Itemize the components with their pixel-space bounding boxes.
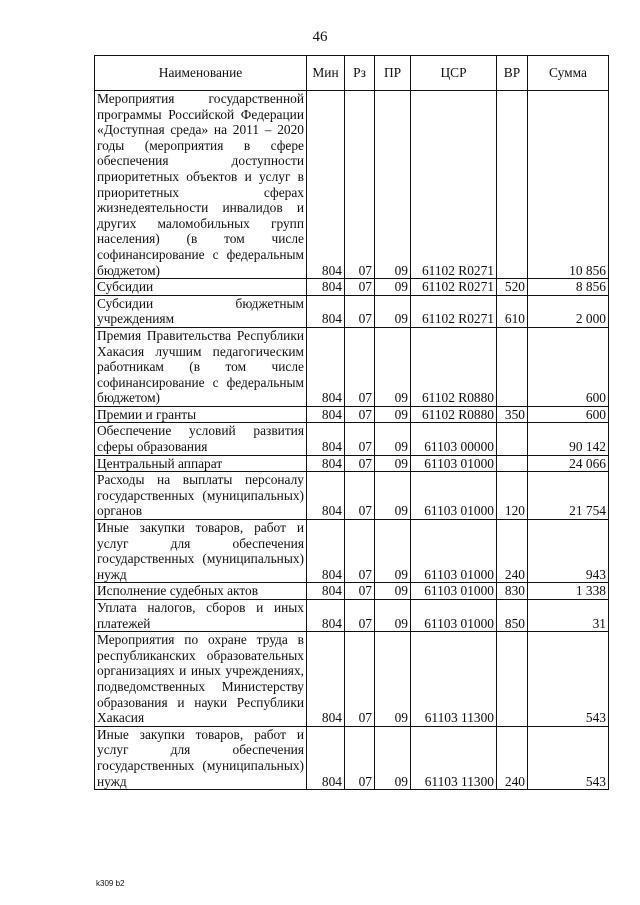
table-row [95, 406, 609, 423]
cell-name: Иные закупки товаров, работ и услуг для обеспечения государственных (муниципальных) нужд [95, 726, 307, 789]
cell-rz: 07 [345, 472, 375, 520]
cell-name: Субсидии [95, 279, 307, 296]
cell-sum: 10 856 [528, 91, 609, 279]
cell-min: 804 [307, 583, 345, 600]
cell-name: Иные закупки товаров, работ и услуг для обеспечения государственных (муниципальных) нужд [95, 520, 307, 583]
cell-pr: 09 [375, 91, 411, 279]
table-row [95, 423, 609, 455]
cell-sum: 543 [528, 726, 609, 789]
cell-sum: 600 [528, 406, 609, 423]
table-row [95, 455, 609, 472]
cell-csr: 61102 R0271 [411, 279, 497, 296]
cell-name: Мероприятия государственной программы Российской Федерации «Доступная среда» на 2011 – 2020 годы (мероприятия в сфере обеспечения доступности приоритетных объектов и услуг в приоритетных сферах жизнедеятельности инвалидов и других маломобильных групп населения) (в том числе софинансирование с федеральным бюджетом) [95, 91, 307, 279]
cell-sum: 8 856 [528, 279, 609, 296]
cell-csr: 61102 R0271 [411, 91, 497, 279]
cell-sum: 1 338 [528, 583, 609, 600]
cell-min: 804 [307, 726, 345, 789]
page-number: 46 [312, 29, 328, 45]
cell-vr [497, 455, 528, 472]
cell-csr: 61103 11300 [411, 726, 497, 789]
cell-sum: 2 000 [528, 295, 609, 327]
cell-vr: 120 [497, 472, 528, 520]
cell-sum: 31 [528, 600, 609, 632]
cell-rz: 07 [345, 520, 375, 583]
cell-csr: 61103 11300 [411, 632, 497, 727]
cell-min: 804 [307, 327, 345, 406]
table-row [95, 91, 609, 279]
cell-min: 804 [307, 295, 345, 327]
cell-rz: 07 [345, 406, 375, 423]
header-sum: Сумма [528, 56, 609, 91]
cell-vr: 240 [497, 520, 528, 583]
cell-csr: 61102 R0880 [411, 406, 497, 423]
cell-sum: 543 [528, 632, 609, 727]
cell-rz: 07 [345, 295, 375, 327]
cell-csr: 61102 R0880 [411, 327, 497, 406]
cell-vr [497, 91, 528, 279]
cell-min: 804 [307, 423, 345, 455]
cell-csr: 61103 01000 [411, 520, 497, 583]
table-row [95, 472, 609, 520]
table-row [95, 632, 609, 727]
cell-name: Премия Правительства Республики Хакасия лучшим педагогическим работникам (в том числе софинансирование с федеральным бюджетом) [95, 327, 307, 406]
cell-rz: 07 [345, 423, 375, 455]
cell-pr: 09 [375, 472, 411, 520]
cell-min: 804 [307, 472, 345, 520]
cell-pr: 09 [375, 295, 411, 327]
cell-min: 804 [307, 455, 345, 472]
header-csr: ЦСР [411, 56, 497, 91]
table-row [95, 295, 609, 327]
cell-name: Уплата налогов, сборов и иных платежей [95, 600, 307, 632]
table-row [95, 600, 609, 632]
cell-rz: 07 [345, 327, 375, 406]
cell-vr [497, 632, 528, 727]
cell-min: 804 [307, 520, 345, 583]
cell-vr: 520 [497, 279, 528, 296]
cell-csr: 61103 01000 [411, 583, 497, 600]
header-vr: ВР [497, 56, 528, 91]
table-row [95, 327, 609, 406]
cell-name: Субсидии бюджетным учреждениям [95, 295, 307, 327]
table-header-row [95, 56, 609, 91]
budget-table [94, 55, 609, 790]
cell-pr: 09 [375, 632, 411, 727]
cell-name: Расходы на выплаты персоналу государственных (муниципальных) органов [95, 472, 307, 520]
cell-vr [497, 423, 528, 455]
header-pr: ПР [375, 56, 411, 91]
cell-sum: 21 754 [528, 472, 609, 520]
table-row [95, 520, 609, 583]
cell-sum: 24 066 [528, 455, 609, 472]
header-min: Мин [307, 56, 345, 91]
cell-vr: 350 [497, 406, 528, 423]
cell-sum: 600 [528, 327, 609, 406]
cell-pr: 09 [375, 279, 411, 296]
cell-vr: 240 [497, 726, 528, 789]
cell-pr: 09 [375, 520, 411, 583]
cell-rz: 07 [345, 583, 375, 600]
cell-pr: 09 [375, 406, 411, 423]
cell-rz: 07 [345, 455, 375, 472]
cell-sum: 943 [528, 520, 609, 583]
cell-rz: 07 [345, 600, 375, 632]
cell-csr: 61103 01000 [411, 472, 497, 520]
table-row [95, 279, 609, 296]
header-name: Наименование [95, 56, 307, 91]
cell-vr [497, 327, 528, 406]
cell-pr: 09 [375, 327, 411, 406]
cell-name: Центральный аппарат [95, 455, 307, 472]
cell-vr: 830 [497, 583, 528, 600]
cell-pr: 09 [375, 455, 411, 472]
cell-sum: 90 142 [528, 423, 609, 455]
cell-min: 804 [307, 406, 345, 423]
table-row [95, 726, 609, 789]
table-row [95, 583, 609, 600]
cell-pr: 09 [375, 583, 411, 600]
cell-min: 804 [307, 279, 345, 296]
cell-csr: 61103 01000 [411, 600, 497, 632]
cell-rz: 07 [345, 91, 375, 279]
cell-name: Исполнение судебных актов [95, 583, 307, 600]
cell-csr: 61102 R0271 [411, 295, 497, 327]
cell-rz: 07 [345, 279, 375, 296]
cell-rz: 07 [345, 726, 375, 789]
cell-csr: 61103 00000 [411, 423, 497, 455]
header-rz: Рз [345, 56, 375, 91]
cell-pr: 09 [375, 423, 411, 455]
table-body [95, 91, 609, 790]
cell-name: Премии и гранты [95, 406, 307, 423]
cell-vr: 610 [497, 295, 528, 327]
cell-min: 804 [307, 600, 345, 632]
cell-min: 804 [307, 91, 345, 279]
footer-code: k309 b2 [96, 879, 125, 888]
cell-rz: 07 [345, 632, 375, 727]
cell-vr: 850 [497, 600, 528, 632]
cell-pr: 09 [375, 726, 411, 789]
cell-min: 804 [307, 632, 345, 727]
cell-name: Мероприятия по охране труда в республиканских образовательных организациях и иных учреждениях, подведомственных Министерству образования и науки Республики Хакасия [95, 632, 307, 727]
cell-name: Обеспечение условий развития сферы образования [95, 423, 307, 455]
cell-csr: 61103 01000 [411, 455, 497, 472]
cell-pr: 09 [375, 600, 411, 632]
